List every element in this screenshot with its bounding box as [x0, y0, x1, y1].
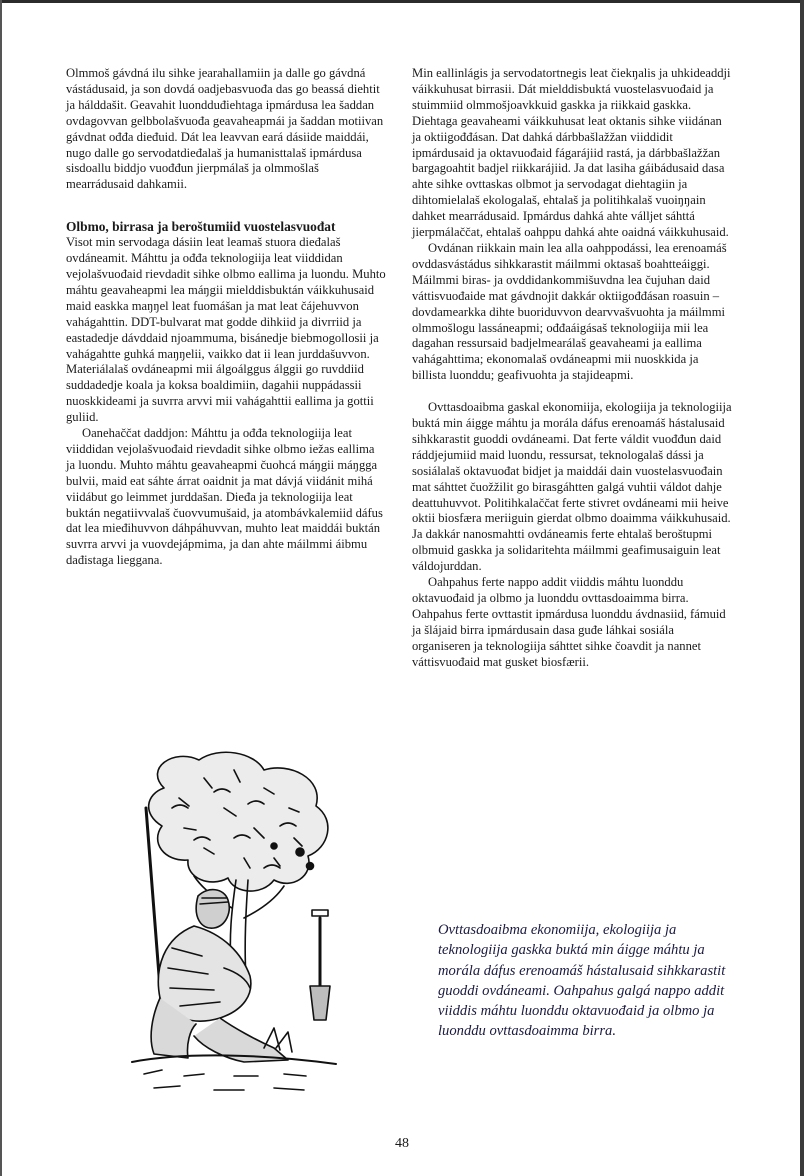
gardener-planting-tree-illustration — [124, 748, 340, 1100]
section-heading: Olbmo, birrasa ja beroštumiid vuostelasvuođat — [66, 219, 336, 235]
right-paragraph-3: Ovttasdoaibma gaskal ekonomiija, ekologiija ja teknologiija buktá min áigge máhtu ja morála dáfus erenoamáš hástalusaid sihkkarastit guoddi ovdáneami. Dat ferte váldit vuođđun daid ráddjejumiid maid luondu, ressursat, teknologalaš dássi ja sosiálalaš oktavuođat bidjet ja maiddái dain vuostelasvuođain mat sáhttet čuožžilit go birasgáhtten galgá vuhtii váldot dahje deattuhuvvot. Politihkalaččat ferte stivret ovdáneami mii heive oktii biosfæra meriiguin gierdat olbmo doaimma váikkuhusaid. Ja dakkár nanosmahtti ovdáneamis ferte ehtalaš beroštupmi olbmuid gaskka ja solidaritehta máilmmi geafimusaiguin leat váldojurddan. — [412, 400, 732, 574]
right-paragraph-4: Oahpahus ferte nappo addit viiddis máhtu luonddu oktavuođaid ja olbmo ja luonddu ovttasdoaimma birra. Oahpahus ferte ovttastit ipmárdusa luonddu ávdnasiid, fámuid ja šlájaid birra ipmárdusain dasa guđe láhkai sosiála organiseren ja teknologiija sáhttet sihke čoavdit ja nannet váttisvuođaid mat gusket biosfærii. — [412, 575, 726, 669]
page-number: 48 — [395, 1136, 409, 1151]
pull-quote: Ovttasdoaibma ekonomiija, ekologiija ja teknologiija gaskka buktá min áigge máhtu ja morála dáfus erenoamáš hástalusaid sihkkarastit guoddi ovdáneami. Oahpahus galgá nappo addit viiddis máhtu luonddu oktavuođaid ja olbmo ja luonddu ovttasdoaimma birra. — [438, 922, 726, 1040]
left-paragraph-3: Oanehaččat daddjon: Máhttu ja ođđa teknologiija leat viiddidan vejolašvuođaid rievdadit sihke olbmo iežas eallima ja luondu. Muhto máhtu geavaheapmi čuohcá máŋgii máŋgga bulvii, maid eat sáhte árrat oaidnit ja mat dávjá viidánit mihá viidábut go leimmet jurddašan. Dieđa ja teknologiija leat buktán negatiivvalaš čuovvumušaid, ja atombávkalemiid dáfus dat lea mieđihuvvon dáhpáhuvvan, muhto leat maiddái buktán suvrra arvvi ja vuovdejápmima, ja dan ahte máilmmi áibmu dađistaga lieggana. — [66, 426, 383, 568]
page-left-edge — [0, 0, 2, 1176]
left-paragraph-2: Visot min servodaga dásiin leat leamaš stuora dieđalaš ovdáneamit. Máhttu ja ođđa teknologiija leat viiddidan vejolašvuođaid rievdadit sihke olbmo eallima ja luondu. Muhto máhtu geavaheapmi lea máŋgii mielddisbuktán váikkuhusaid maid easkka maŋŋel leat fuomášan ja mat leat čájehuvvon vahágahttin. DDT-bulvarat mat godde dihkiid ja divrriid ja eastadedje dávddaid njoammuma, bisánedje biebmogollosii ja vahágahtte guhká maŋŋelii, vaikko dat ii lean jurddašuvvon. Materiálalaš ovdáneapmi mii álgoálggus álggii go ruvddiid suddadedje koala ja koksa boaldimiin, dagahii nuppádassii nuoskkideami ja suvrra arvvi mii vahágahttii eallima ja gottii guliid. — [66, 235, 386, 425]
right-paragraph-1: Min eallinlágis ja servodatortnegis leat čiekŋalis ja uhkideaddji váikkuhusat birrasii. Dát mielddisbuktá vuostelasvuođaid ja stuimmiid olmmošjoavkkuid gaskka ja riikkaid gaskka. Diehtaga geavaheami váikkuhusat leat oktanis sihke viidánan ja oktiigođđásan. Dat dahká dárbbašlažžan viiddidit ipmárdusaid ja oktavuođaid fágarájiid rastá, ja dárbbašlažžan bargagoahtit badjel riikkarájiid. Ja dat lasiha gáibádusaid dasa ahte sihke ovttaskas olbmot ja servodagat diehtagiin ja dihtomielalaš ekologalaš, ehtalaš ja politihkalaš vuoiŋŋain dahket mearrádusaid. Ipmárdus dahká ahte válljet sáhttá jierpmálaččat, ehtalaš oahppu dahká ahte oaidná váikkuhusaid. — [412, 66, 731, 240]
left-paragraph-1: Olmmoš gávdná ilu sihke jearahallamiin ja dalle go gávdná vástádusaid, ja son dovdá oadjebasvuođa das go beassá diehtit ja hálddašit. Geavahit luondduđiehtaga ipmárdusa lea šaddan ovdagovvan gelbbolašvuođa geavaheapmái ja šaddan motiivan gávdnat ođđa dieđuid. Dát lea leavvan eará dásiide maiddái, nugo dalle go servodatdieđalaš ja humanisttalaš ipmárdusa sisdoallu biddjo vuođđun jierpmálaš ja olmmošlaš mearrádusaid dahkamii. — [66, 66, 384, 192]
left-column — [66, 66, 386, 569]
right-column — [412, 66, 732, 671]
right-paragraph-2: Ovdánan riikkain main lea alla oahppodássi, lea erenoamáš ovddasvástádus sihkkarastit máilmmi oktasaš boahtteáiggi. Máilmmi biras- ja ovddidankommišuvdna lea čujuhan daid váttisvuođaide mat gávdnojit dakkár oktiigođđásan roasuin – dovdamearkka dihte buoriduvvon dearvvašvuohta ja máilmmi olmmošlogu lassáneapmi; ođđaáigásaš teknologiija mii lea dagahan ressursaid badjelmearálaš geavaheami ja eallima vahágahttima; ekonomalaš ovdáneapmi mii nuoskkida ja billista luonddu; geafivuohta ja stajideapmi. — [412, 240, 727, 383]
page-right-edge — [800, 0, 804, 1176]
page-top-edge — [0, 0, 804, 3]
